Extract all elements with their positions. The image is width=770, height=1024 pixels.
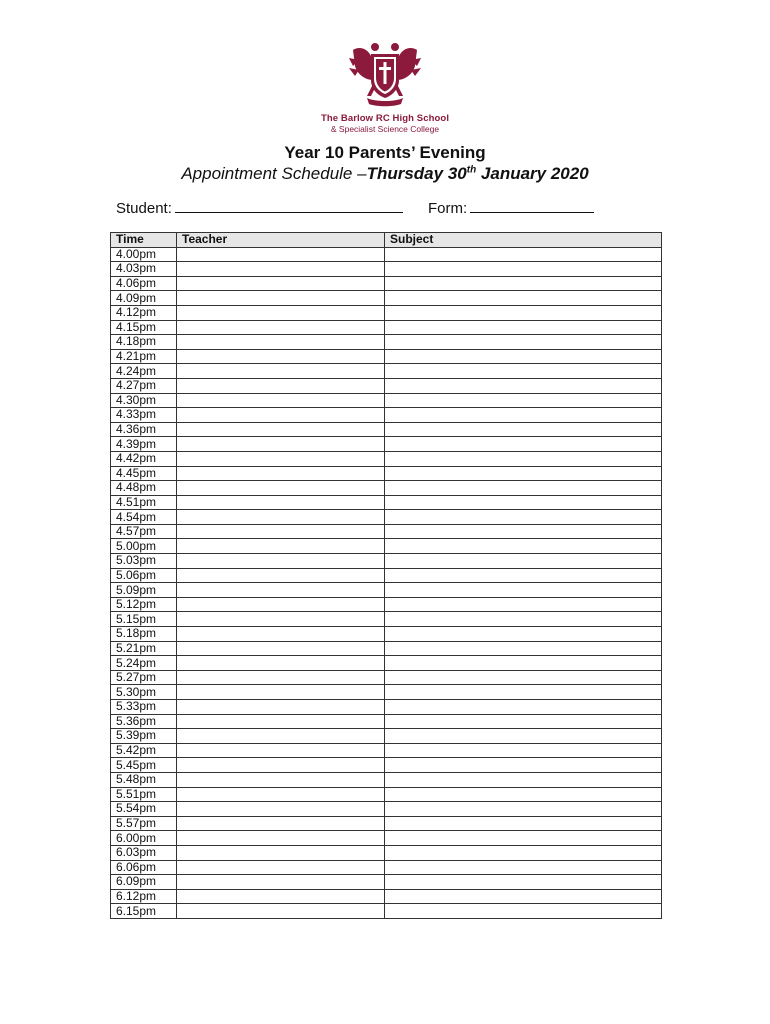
teacher-cell[interactable]	[177, 700, 385, 715]
table-row	[111, 393, 662, 408]
subtitle-ordinal: th	[466, 164, 477, 176]
teacher-cell[interactable]	[177, 291, 385, 306]
time-cell: 5.00pm	[111, 539, 177, 554]
subject-cell[interactable]	[385, 656, 662, 671]
teacher-cell[interactable]	[177, 481, 385, 496]
table-row	[111, 422, 662, 437]
time-cell: 4.42pm	[111, 451, 177, 466]
time-cell: 5.09pm	[111, 583, 177, 598]
subject-cell[interactable]	[385, 568, 662, 583]
teacher-cell[interactable]	[177, 364, 385, 379]
form-label: Form:	[428, 200, 468, 217]
teacher-cell[interactable]	[177, 802, 385, 817]
time-cell: 5.42pm	[111, 743, 177, 758]
subject-cell[interactable]	[385, 335, 662, 350]
teacher-cell[interactable]	[177, 524, 385, 539]
subject-cell[interactable]	[385, 904, 662, 919]
teacher-cell[interactable]	[177, 758, 385, 773]
subject-cell[interactable]	[385, 875, 662, 890]
teacher-cell[interactable]	[177, 831, 385, 846]
table-body	[111, 247, 662, 918]
subject-cell[interactable]	[385, 349, 662, 364]
time-cell: 5.30pm	[111, 685, 177, 700]
time-cell: 5.21pm	[111, 641, 177, 656]
table-row	[111, 729, 662, 744]
teacher-cell[interactable]	[177, 889, 385, 904]
time-cell: 5.24pm	[111, 656, 177, 671]
teacher-cell[interactable]	[177, 597, 385, 612]
teacher-cell[interactable]	[177, 685, 385, 700]
table-row	[111, 466, 662, 481]
table-row	[111, 685, 662, 700]
school-name: The Barlow RC High School	[320, 113, 450, 124]
table-row	[111, 875, 662, 890]
time-cell: 5.33pm	[111, 700, 177, 715]
table-row	[111, 597, 662, 612]
student-label: Student:	[116, 200, 172, 217]
header-subject: Subject	[385, 233, 662, 248]
teacher-cell[interactable]	[177, 729, 385, 744]
table-row	[111, 524, 662, 539]
teacher-cell[interactable]	[177, 670, 385, 685]
teacher-cell[interactable]	[177, 772, 385, 787]
table-row	[111, 627, 662, 642]
time-cell: 4.12pm	[111, 305, 177, 320]
school-crest-icon	[345, 40, 425, 110]
teacher-cell[interactable]	[177, 408, 385, 423]
table-row	[111, 539, 662, 554]
teacher-cell[interactable]	[177, 335, 385, 350]
time-cell: 5.18pm	[111, 627, 177, 642]
table-row	[111, 772, 662, 787]
table-row	[111, 743, 662, 758]
subject-cell[interactable]	[385, 422, 662, 437]
teacher-cell[interactable]	[177, 860, 385, 875]
subject-cell[interactable]	[385, 816, 662, 831]
time-cell: 5.54pm	[111, 802, 177, 817]
teacher-cell[interactable]	[177, 787, 385, 802]
header-time: Time	[111, 233, 177, 248]
time-cell: 4.36pm	[111, 422, 177, 437]
time-cell: 4.27pm	[111, 378, 177, 393]
subject-cell[interactable]	[385, 845, 662, 860]
subject-cell[interactable]	[385, 247, 662, 262]
time-cell: 4.09pm	[111, 291, 177, 306]
student-blank-line[interactable]	[175, 198, 403, 213]
subject-cell[interactable]	[385, 729, 662, 744]
teacher-cell[interactable]	[177, 305, 385, 320]
subject-cell[interactable]	[385, 364, 662, 379]
teacher-cell[interactable]	[177, 495, 385, 510]
time-cell: 4.15pm	[111, 320, 177, 335]
time-cell: 4.45pm	[111, 466, 177, 481]
table-row	[111, 860, 662, 875]
subject-cell[interactable]	[385, 510, 662, 525]
subject-cell[interactable]	[385, 670, 662, 685]
subject-cell[interactable]	[385, 495, 662, 510]
teacher-cell[interactable]	[177, 276, 385, 291]
table-row	[111, 904, 662, 919]
table-row	[111, 408, 662, 423]
table-row	[111, 612, 662, 627]
table-row	[111, 495, 662, 510]
time-cell: 4.57pm	[111, 524, 177, 539]
subject-cell[interactable]	[385, 597, 662, 612]
table-row	[111, 510, 662, 525]
subject-cell[interactable]	[385, 583, 662, 598]
teacher-cell[interactable]	[177, 451, 385, 466]
teacher-cell[interactable]	[177, 349, 385, 364]
time-cell: 5.06pm	[111, 568, 177, 583]
teacher-cell[interactable]	[177, 422, 385, 437]
teacher-cell[interactable]	[177, 320, 385, 335]
time-cell: 4.21pm	[111, 349, 177, 364]
teacher-cell[interactable]	[177, 845, 385, 860]
form-blank-line[interactable]	[470, 198, 594, 213]
subject-cell[interactable]	[385, 276, 662, 291]
subject-cell[interactable]	[385, 612, 662, 627]
table-row	[111, 583, 662, 598]
teacher-cell[interactable]	[177, 875, 385, 890]
subject-cell[interactable]	[385, 393, 662, 408]
table-row	[111, 276, 662, 291]
table-row	[111, 291, 662, 306]
time-cell: 5.57pm	[111, 816, 177, 831]
teacher-cell[interactable]	[177, 378, 385, 393]
subject-cell[interactable]	[385, 700, 662, 715]
subject-cell[interactable]	[385, 758, 662, 773]
table-row	[111, 656, 662, 671]
time-cell: 4.39pm	[111, 437, 177, 452]
subject-cell[interactable]	[385, 408, 662, 423]
header-teacher: Teacher	[177, 233, 385, 248]
time-cell: 4.00pm	[111, 247, 177, 262]
student-field	[116, 198, 403, 219]
subject-cell[interactable]	[385, 539, 662, 554]
time-cell: 6.15pm	[111, 904, 177, 919]
teacher-cell[interactable]	[177, 568, 385, 583]
time-cell: 5.12pm	[111, 597, 177, 612]
table-row	[111, 641, 662, 656]
time-cell: 4.24pm	[111, 364, 177, 379]
time-cell: 5.03pm	[111, 554, 177, 569]
time-cell: 5.48pm	[111, 772, 177, 787]
time-cell: 6.00pm	[111, 831, 177, 846]
table-row	[111, 437, 662, 452]
table-row	[111, 670, 662, 685]
time-cell: 6.09pm	[111, 875, 177, 890]
teacher-cell[interactable]	[177, 816, 385, 831]
subject-cell[interactable]	[385, 291, 662, 306]
subject-cell[interactable]	[385, 437, 662, 452]
teacher-cell[interactable]	[177, 583, 385, 598]
table-row	[111, 700, 662, 715]
subject-cell[interactable]	[385, 743, 662, 758]
teacher-cell[interactable]	[177, 437, 385, 452]
teacher-cell[interactable]	[177, 743, 385, 758]
table-header-row	[111, 233, 662, 248]
subject-cell[interactable]	[385, 627, 662, 642]
subject-cell[interactable]	[385, 641, 662, 656]
appointment-table	[110, 232, 662, 919]
time-cell: 5.51pm	[111, 787, 177, 802]
time-cell: 5.27pm	[111, 670, 177, 685]
time-cell: 4.06pm	[111, 276, 177, 291]
subject-cell[interactable]	[385, 378, 662, 393]
table-row	[111, 889, 662, 904]
page-subtitle	[0, 163, 770, 185]
subtitle-day: Thursday 30	[366, 164, 467, 183]
table-row	[111, 378, 662, 393]
time-cell: 4.54pm	[111, 510, 177, 525]
table-row	[111, 305, 662, 320]
school-subtitle: & Specialist Science College	[330, 124, 440, 134]
subject-cell[interactable]	[385, 787, 662, 802]
subject-cell[interactable]	[385, 889, 662, 904]
subject-cell[interactable]	[385, 481, 662, 496]
subject-cell[interactable]	[385, 451, 662, 466]
subject-cell[interactable]	[385, 772, 662, 787]
time-cell: 6.06pm	[111, 860, 177, 875]
table-row	[111, 554, 662, 569]
teacher-cell[interactable]	[177, 656, 385, 671]
teacher-cell[interactable]	[177, 612, 385, 627]
teacher-cell[interactable]	[177, 262, 385, 277]
table-row	[111, 845, 662, 860]
table-row	[111, 816, 662, 831]
teacher-cell[interactable]	[177, 539, 385, 554]
time-cell: 4.18pm	[111, 335, 177, 350]
teacher-cell[interactable]	[177, 510, 385, 525]
table-row	[111, 758, 662, 773]
subject-cell[interactable]	[385, 860, 662, 875]
teacher-cell[interactable]	[177, 641, 385, 656]
time-cell: 4.33pm	[111, 408, 177, 423]
table-row	[111, 335, 662, 350]
table-row	[111, 714, 662, 729]
teacher-cell[interactable]	[177, 714, 385, 729]
time-cell: 6.12pm	[111, 889, 177, 904]
subject-cell[interactable]	[385, 831, 662, 846]
teacher-cell[interactable]	[177, 247, 385, 262]
subject-cell[interactable]	[385, 262, 662, 277]
subtitle-prefix: Appointment Schedule –	[181, 164, 367, 183]
table-row	[111, 802, 662, 817]
page-title: Year 10 Parents’ Evening	[284, 143, 486, 162]
school-logo	[0, 40, 770, 134]
time-cell: 5.45pm	[111, 758, 177, 773]
teacher-cell[interactable]	[177, 466, 385, 481]
form-field	[428, 198, 594, 219]
table-row	[111, 451, 662, 466]
time-cell: 4.03pm	[111, 262, 177, 277]
subject-cell[interactable]	[385, 305, 662, 320]
time-cell: 5.39pm	[111, 729, 177, 744]
table-row	[111, 481, 662, 496]
table-row	[111, 262, 662, 277]
table-row	[111, 247, 662, 262]
teacher-cell[interactable]	[177, 904, 385, 919]
subject-cell[interactable]	[385, 524, 662, 539]
subject-cell[interactable]	[385, 802, 662, 817]
teacher-cell[interactable]	[177, 393, 385, 408]
table-row	[111, 568, 662, 583]
time-cell: 4.48pm	[111, 481, 177, 496]
subtitle-month-year: January 2020	[476, 164, 589, 183]
table-row	[111, 320, 662, 335]
time-cell: 5.36pm	[111, 714, 177, 729]
subject-cell[interactable]	[385, 466, 662, 481]
time-cell: 4.30pm	[111, 393, 177, 408]
table-row	[111, 831, 662, 846]
subtitle-date	[367, 164, 589, 183]
table-row	[111, 364, 662, 379]
time-cell: 4.51pm	[111, 495, 177, 510]
subject-cell[interactable]	[385, 714, 662, 729]
teacher-cell[interactable]	[177, 554, 385, 569]
subject-cell[interactable]	[385, 320, 662, 335]
time-cell: 6.03pm	[111, 845, 177, 860]
subject-cell[interactable]	[385, 685, 662, 700]
table-row	[111, 349, 662, 364]
time-cell: 5.15pm	[111, 612, 177, 627]
subject-cell[interactable]	[385, 554, 662, 569]
teacher-cell[interactable]	[177, 627, 385, 642]
table-row	[111, 787, 662, 802]
